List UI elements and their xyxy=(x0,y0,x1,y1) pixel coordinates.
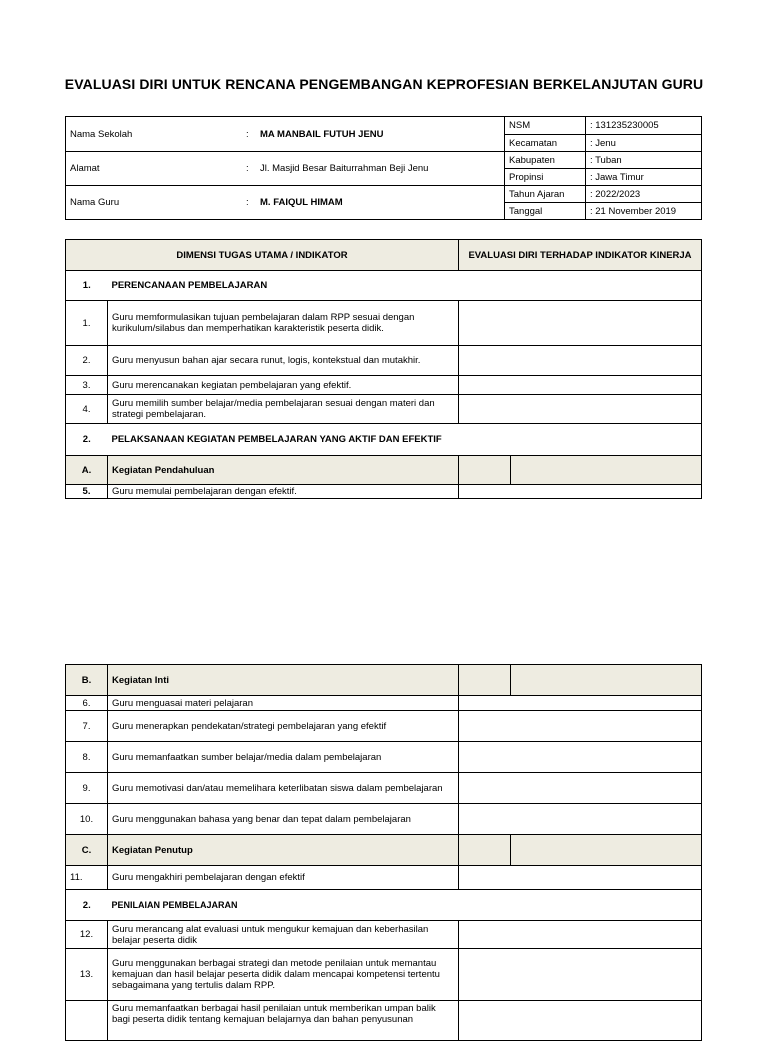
kabupaten-label: Kabupaten xyxy=(505,152,586,169)
colon: : xyxy=(242,186,256,220)
evaluation-cell[interactable] xyxy=(459,742,702,773)
tahun-ajaran-label: Tahun Ajaran xyxy=(505,186,586,203)
row-number: 3. xyxy=(66,376,108,395)
shaded-cell xyxy=(459,665,511,696)
section-title: PERENCANAAN PEMBELAJARAN xyxy=(108,271,702,301)
indicator-text: Guru memformulasikan tujuan pembelajaran dalam RPP sesuai dengan kurikulum/silabus dan memperhatikan karakteristik peserta didik. xyxy=(108,301,459,346)
indicator-text: Guru menerapkan pendekatan/strategi pembelajaran yang efektif xyxy=(108,711,459,742)
evaluation-cell[interactable] xyxy=(459,301,702,346)
colon: : xyxy=(242,152,256,186)
kecamatan-value: : Jenu xyxy=(586,135,702,152)
column-header-dimensi: DIMENSI TUGAS UTAMA / INDIKATOR xyxy=(66,240,459,271)
indicator-text: Guru menggunakan berbagai strategi dan metode penilaian untuk memantau kemajuan dan hasil belajar peserta didik dalam mencapai kompetensi tertentu sebagaimana yang tertulis dalam RPP. xyxy=(108,949,459,1001)
evaluation-cell[interactable] xyxy=(459,773,702,804)
document-title: EVALUASI DIRI UNTUK RENCANA PENGEMBANGAN KEPROFESIAN BERKELANJUTAN GURU xyxy=(64,76,704,92)
shaded-cell xyxy=(511,665,702,696)
indicator-text: Guru memanfaatkan sumber belajar/media dalam pembelajaran xyxy=(108,742,459,773)
evaluation-cell[interactable] xyxy=(459,866,702,890)
shaded-cell xyxy=(511,456,702,485)
propinsi-label: Propinsi xyxy=(505,169,586,186)
row-number: 6. xyxy=(66,696,108,711)
section-title: PENILAIAN PEMBELAJARAN xyxy=(108,890,702,921)
row-number: 13. xyxy=(66,949,108,1001)
row-number: 12. xyxy=(66,921,108,949)
section-title: PELAKSANAAN KEGIATAN PEMBELAJARAN YANG AKTIF DAN EFEKTIF xyxy=(108,424,702,456)
subsection-title: Kegiatan Inti xyxy=(108,665,459,696)
school-name-value: MA MANBAIL FUTUH JENU xyxy=(256,117,505,152)
evaluation-cell[interactable] xyxy=(459,696,702,711)
row-number: 8. xyxy=(66,742,108,773)
section-number: 1. xyxy=(66,271,108,301)
subsection-title: Kegiatan Pendahuluan xyxy=(108,456,459,485)
indicator-text: Guru menggunakan bahasa yang benar dan tepat dalam pembelajaran xyxy=(108,804,459,835)
shaded-cell xyxy=(459,835,511,866)
kecamatan-label: Kecamatan xyxy=(505,135,586,152)
indicator-table-part-2 xyxy=(65,664,702,1041)
subsection-letter: C. xyxy=(66,835,108,866)
row-number: 5. xyxy=(66,485,108,499)
indicator-text: Guru merencanakan kegiatan pembelajaran yang efektif. xyxy=(108,376,459,395)
evaluation-cell[interactable] xyxy=(459,921,702,949)
row-number: 9. xyxy=(66,773,108,804)
kabupaten-value: : Tuban xyxy=(586,152,702,169)
shaded-cell xyxy=(511,835,702,866)
indicator-table-part-1 xyxy=(65,239,702,499)
nsm-label: NSM xyxy=(505,117,586,135)
tahun-ajaran-value: : 2022/2023 xyxy=(586,186,702,203)
address-value: Jl. Masjid Besar Baiturrahman Beji Jenu xyxy=(256,152,505,186)
row-number: 7. xyxy=(66,711,108,742)
indicator-text: Guru memanfaatkan berbagai hasil penilaian untuk memberikan umpan balik bagi peserta didik tentang kemajuan belajarnya dan bahan penyusunan xyxy=(108,1001,459,1041)
evaluation-cell[interactable] xyxy=(459,1001,702,1041)
indicator-text: Guru memulai pembelajaran dengan efektif. xyxy=(108,485,459,499)
row-number: 1. xyxy=(66,301,108,346)
subsection-title: Kegiatan Penutup xyxy=(108,835,459,866)
evaluation-cell[interactable] xyxy=(459,395,702,424)
column-header-evaluasi: EVALUASI DIRI TERHADAP INDIKATOR KINERJA xyxy=(459,240,702,271)
section-number: 2. xyxy=(66,424,108,456)
evaluation-cell[interactable] xyxy=(459,376,702,395)
propinsi-value: : Jawa Timur xyxy=(586,169,702,186)
section-number: 2. xyxy=(66,890,108,921)
indicator-text: Guru memilih sumber belajar/media pembelajaran sesuai dengan materi dan strategi pembelajaran. xyxy=(108,395,459,424)
indicator-text: Guru merancang alat evaluasi untuk mengukur kemajuan dan keberhasilan belajar peserta didik xyxy=(108,921,459,949)
row-number: 4. xyxy=(66,395,108,424)
tanggal-label: Tanggal xyxy=(505,203,586,220)
colon: : xyxy=(242,117,256,152)
school-name-label: Nama Sekolah xyxy=(66,117,243,152)
row-number xyxy=(66,1001,108,1041)
row-number: 2. xyxy=(66,346,108,376)
school-info-table xyxy=(65,116,702,220)
nsm-value: : 131235230005 xyxy=(586,117,702,135)
teacher-name-value: M. FAIQUL HIMAM xyxy=(256,186,505,220)
indicator-text: Guru menguasai materi pelajaran xyxy=(108,696,459,711)
evaluation-cell[interactable] xyxy=(459,949,702,1001)
tanggal-value: : 21 November 2019 xyxy=(586,203,702,220)
teacher-name-label: Nama Guru xyxy=(66,186,243,220)
evaluation-cell[interactable] xyxy=(459,485,702,499)
indicator-text: Guru mengakhiri pembelajaran dengan efektif xyxy=(108,866,459,890)
evaluation-cell[interactable] xyxy=(459,346,702,376)
shaded-cell xyxy=(459,456,511,485)
indicator-text: Guru memotivasi dan/atau memelihara keterlibatan siswa dalam pembelajaran xyxy=(108,773,459,804)
subsection-letter: A. xyxy=(66,456,108,485)
row-number: 10. xyxy=(66,804,108,835)
evaluation-cell[interactable] xyxy=(459,804,702,835)
evaluation-cell[interactable] xyxy=(459,711,702,742)
subsection-letter: B. xyxy=(66,665,108,696)
address-label: Alamat xyxy=(66,152,243,186)
row-number: 11. xyxy=(66,866,108,890)
indicator-text: Guru menyusun bahan ajar secara runut, logis, kontekstual dan mutakhir. xyxy=(108,346,459,376)
